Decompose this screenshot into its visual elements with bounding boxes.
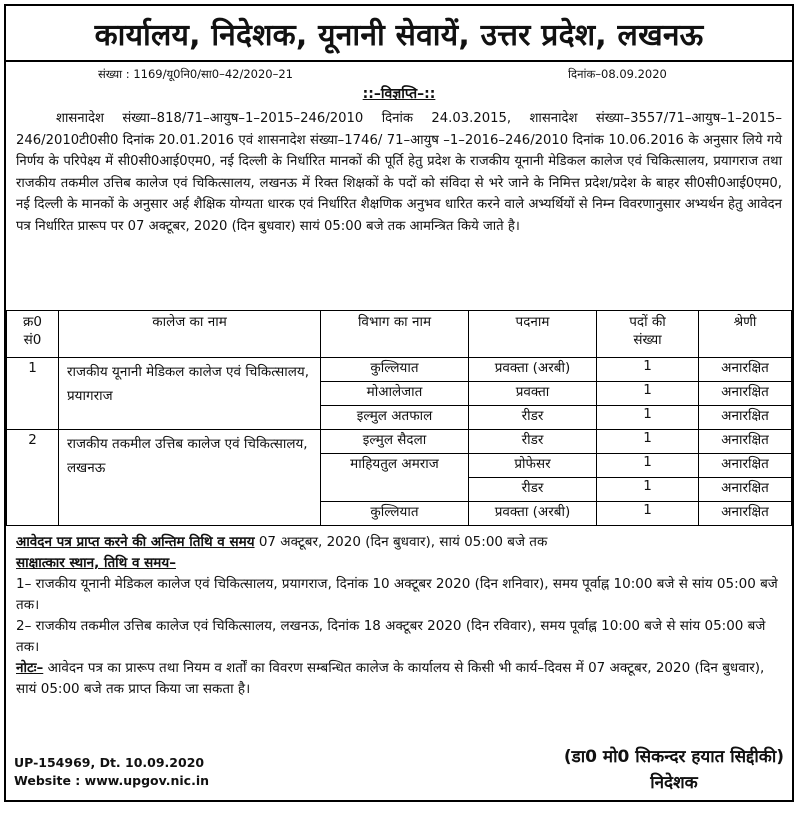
category-cell: अनारक्षित bbox=[699, 382, 792, 406]
deadline-line bbox=[6, 532, 792, 553]
col-header-post: पदनाम bbox=[469, 311, 597, 358]
row-sn: 2 bbox=[7, 430, 59, 526]
department-cell: कुल्लियात bbox=[321, 358, 469, 382]
category-cell: अनारक्षित bbox=[699, 406, 792, 430]
department-cell bbox=[321, 478, 469, 502]
post-cell: रीडर bbox=[469, 406, 597, 430]
advertisement-page bbox=[4, 4, 794, 802]
post-cell: प्रवक्ता bbox=[469, 382, 597, 406]
col-header-department: विभाग का नाम bbox=[321, 311, 469, 358]
count-cell: 1 bbox=[597, 454, 699, 478]
category-cell: अनारक्षित bbox=[699, 502, 792, 526]
deadline-text: 07 अक्टूबर, 2020 (दिन बुधवार), सायं 05:00 बजे तक bbox=[254, 534, 548, 550]
count-cell: 1 bbox=[597, 502, 699, 526]
post-cell: रीडर bbox=[469, 430, 597, 454]
college-name: राजकीय यूनानी मेडिकल कालेज एवं चिकित्सालय, प्रयागराज bbox=[59, 358, 321, 430]
col-header-category: श्रेणी bbox=[699, 311, 792, 358]
reference-line bbox=[6, 62, 792, 84]
website: Website : www.upgov.nic.in bbox=[14, 773, 210, 788]
col-header-sn: क्र0 सं0 bbox=[7, 311, 59, 358]
vacancy-table bbox=[6, 310, 792, 526]
reference-date: दिनांक–08.09.2020 bbox=[568, 67, 667, 81]
table-row bbox=[7, 358, 792, 382]
post-cell: प्रवक्ता (अरबी) bbox=[469, 358, 597, 382]
category-cell: अनारक्षित bbox=[699, 430, 792, 454]
footer bbox=[6, 740, 792, 800]
category-cell: अनारक्षित bbox=[699, 478, 792, 502]
col-header-college: कालेज का नाम bbox=[59, 311, 321, 358]
signatory-name: (डा0 मो0 सिकन्दर हयात सिद्दीकी) bbox=[563, 747, 784, 767]
note-text: आवेदन पत्र का प्रारूप तथा नियम व शर्तों का विवरण सम्बन्धित कालेज के कार्यालय से किसी भी कार्य–दिवस में 07 अक्टूबर, 2020 (दिन बुधवार), सायं 05:00 बजे तक प्राप्त किया जा सकता है। bbox=[16, 660, 765, 697]
up-code: UP-154969, Dt. 10.09.2020 bbox=[14, 755, 205, 770]
interview-item-1: 1– राजकीय यूनानी मेडिकल कालेज एवं चिकित्सालय, प्रयागराज, दिनांक 10 अक्टूबर 2020 (दिन शनिवार), समय पूर्वाह्न 10:00 बजे से सांय 05:00 बजे तक। bbox=[16, 576, 778, 613]
col-header-count: पदों की संख्या bbox=[597, 311, 699, 358]
count-cell: 1 bbox=[597, 430, 699, 454]
category-cell: अनारक्षित bbox=[699, 454, 792, 478]
intro-paragraph: शासनादेश संख्या–818/71–आयुष–1–2015–246/2010 दिनांक 24.03.2015, शासनादेश संख्या–3557/71–आयुष–1–2015–246/2010टी0सी0 दिनांक 20.01.2016 एवं शासनादेश संख्या–1746/ 71–आयुष –1–2016–246/2010 दिनांक 10.06.2016 के अनुसार लिये गये निर्णय के परिपेक्ष्य में सी0सी0आई0एम0, नई दिल्ली के निर्धारित मानकों की पूर्ति हेतु प्रदेश के राजकीय यूनानी मेडिकल कालेज एवं चिकित्सालय, प्रयागराज तथा राजकीय तकमील उत्तिब कालेज एवं चिकित्सालय, लखनऊ में रिक्त शिक्षकों के पदों को संविदा से भरे जाने के निमित्त प्रदेश/प्रदेश के बाहर सी0सी0आई0एम0, नई दिल्ली के मानकों के अनुसार अर्ह शैक्षिक योग्यता धारक एवं निर्धारित शैक्षणिक अनुभव धारित करने वाले अभ्यर्थियों से निम्न विवरणानुसार अभ्यर्थन हेतु आवेदन पत्र निर्धारित प्रारूप पर 07 अक्टूबर, 2020 (दिन बुधवार) सायं 05:00 बजे तक आमन्त्रित किये जाते है। bbox=[16, 111, 782, 234]
table-header-row bbox=[7, 311, 792, 358]
department-cell: माहियतुल अमराज bbox=[321, 454, 469, 478]
interview-heading: साक्षात्कार स्थान, तिथि व समय– bbox=[16, 555, 176, 571]
department-cell: कुल्लियात bbox=[321, 502, 469, 526]
department-cell: इल्मुल अतफाल bbox=[321, 406, 469, 430]
reference-number: संख्या : 1169/यू0नि0/सा0–42/2020–21 bbox=[98, 67, 293, 81]
count-cell: 1 bbox=[597, 382, 699, 406]
interview-item-2: 2– राजकीय तकमील उत्तिब कालेज एवं चिकित्सालय, लखनऊ, दिनांक 18 अक्टूबर 2020 (दिन रविवार), समय पूर्वाह्न 10:00 बजे से सांय 05:00 बजे तक। bbox=[16, 618, 766, 655]
department-cell: इल्मुल सैदला bbox=[321, 430, 469, 454]
office-title: कार्यालय, निदेशक, यूनानी सेवायें, उत्तर प्रदेश, लखनऊ bbox=[94, 17, 704, 53]
office-header bbox=[6, 6, 792, 62]
signatory-title: निदेशक bbox=[650, 773, 698, 793]
count-cell: 1 bbox=[597, 478, 699, 502]
row-sn: 1 bbox=[7, 358, 59, 430]
note-line bbox=[6, 658, 792, 700]
post-cell: प्रवक्ता (अरबी) bbox=[469, 502, 597, 526]
note-label: नोटः– bbox=[16, 660, 44, 676]
department-cell: मोआलेजात bbox=[321, 382, 469, 406]
signature-block bbox=[564, 744, 784, 796]
count-cell: 1 bbox=[597, 358, 699, 382]
deadline-label: आवेदन पत्र प्राप्त करने की अन्तिम तिथि व समय bbox=[16, 534, 255, 550]
table-row bbox=[7, 430, 792, 454]
notice-title: ::–विज्ञप्ति–:: bbox=[362, 86, 436, 102]
count-cell: 1 bbox=[597, 406, 699, 430]
college-name: राजकीय तकमील उत्तिब कालेज एवं चिकित्सालय, लखनऊ bbox=[59, 430, 321, 526]
footer-left bbox=[14, 754, 209, 790]
post-cell: प्रोफेसर bbox=[469, 454, 597, 478]
category-cell: अनारक्षित bbox=[699, 358, 792, 382]
post-cell: रीडर bbox=[469, 478, 597, 502]
